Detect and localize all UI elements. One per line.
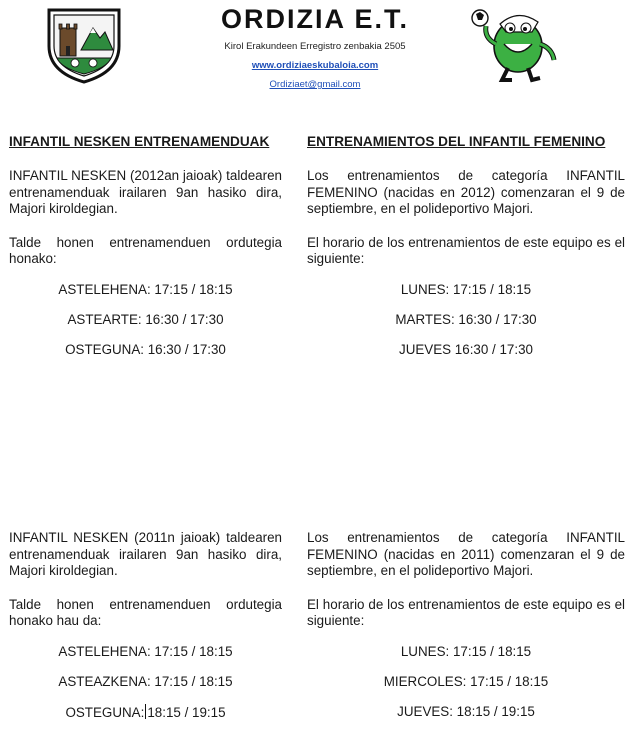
schedule-day: OSTEGUNA xyxy=(65,704,141,720)
basque-group2 xyxy=(9,530,282,734)
schedule-line: ASTELEHENA: 17:15 / 18:15 xyxy=(58,643,233,659)
frog-mascot-logo xyxy=(470,4,558,84)
schedule-line: JUEVES 16:30 / 17:30 xyxy=(399,341,533,357)
schedule-line: LUNES: 17:15 / 18:15 xyxy=(400,643,532,659)
basque-group2-intro: INFANTIL NESKEN (2011n jaioak) taldearen entrenamenduak irailaren 9an hasiko dira, Majori kiroldegian. xyxy=(9,530,282,579)
spanish-heading: ENTRENAMIENTOS DEL INFANTIL FEMENINO xyxy=(307,134,606,149)
schedule-line: OSTEGUNA: 18:15 / 19:15 xyxy=(65,704,226,720)
spanish-group2-schedule xyxy=(307,644,625,734)
schedule-line: ASTEARTE: 16:30 / 17:30 xyxy=(67,311,224,327)
schedule-line: ASTEAZKENA: 17:15 / 18:15 xyxy=(58,673,233,689)
basque-column xyxy=(9,134,282,720)
basque-group2-schedule-intro: Talde honen entrenamenduen ordutegia honako hau da: xyxy=(9,596,282,629)
schedule-line: OSTEGUNA: 16:30 / 17:30 xyxy=(65,341,226,357)
spanish-group1-schedule-intro: El horario de los entrenamientos de este equipo es el siguiente: xyxy=(307,234,625,267)
basque-group1-schedule xyxy=(9,282,282,372)
basque-group2-schedule xyxy=(9,644,282,734)
basque-group1-schedule-intro: Talde honen entrenamenduen ordutegia honako: xyxy=(9,234,282,267)
basque-heading: INFANTIL NESKEN ENTRENAMENDUAK xyxy=(9,134,270,149)
club-registry: Kirol Erakundeen Erregistro zenbakia 2505 xyxy=(224,41,406,52)
schedule-line: LUNES: 17:15 / 18:15 xyxy=(400,281,532,297)
schedule-line: MIERCOLES: 17:15 / 18:15 xyxy=(383,673,549,689)
schedule-line: MARTES: 16:30 / 17:30 xyxy=(395,311,537,327)
club-email-link[interactable]: Ordiziaet@gmail.com xyxy=(269,79,361,90)
spanish-group1-intro: Los entrenamientos de categoría INFANTIL FEMENINO (nacidas en 2012) comenzaran el 9 de septiembre, en el polideportivo Majori. xyxy=(307,168,625,217)
club-title: ORDIZIA E.T. xyxy=(220,4,409,34)
schedule-line: JUEVES: 18:15 / 19:15 xyxy=(397,703,535,719)
spanish-group1-schedule xyxy=(307,282,625,372)
schedule-time: 18:15 / 19:15 xyxy=(147,704,226,720)
spanish-group2-intro: Los entrenamientos de categoría INFANTIL FEMENINO (nacidas en 2011) comenzaran el 9 de septiembre, en el polideportivo Majori. xyxy=(307,530,625,579)
club-crest-logo xyxy=(45,6,123,84)
spanish-column xyxy=(307,134,625,719)
spanish-group2 xyxy=(307,530,625,734)
text-cursor xyxy=(145,704,146,719)
schedule-line: ASTELEHENA: 17:15 / 18:15 xyxy=(58,281,233,297)
spanish-group2-schedule-intro: El horario de los entrenamientos de este equipo es el siguiente: xyxy=(307,596,625,629)
club-website-link[interactable]: www.ordiziaeskubaloia.com xyxy=(251,60,379,71)
basque-group1-intro: INFANTIL NESKEN (2012an jaioak) taldearen entrenamenduak irailaren 9an hasiko dira, Majori kiroldegian. xyxy=(9,168,282,217)
